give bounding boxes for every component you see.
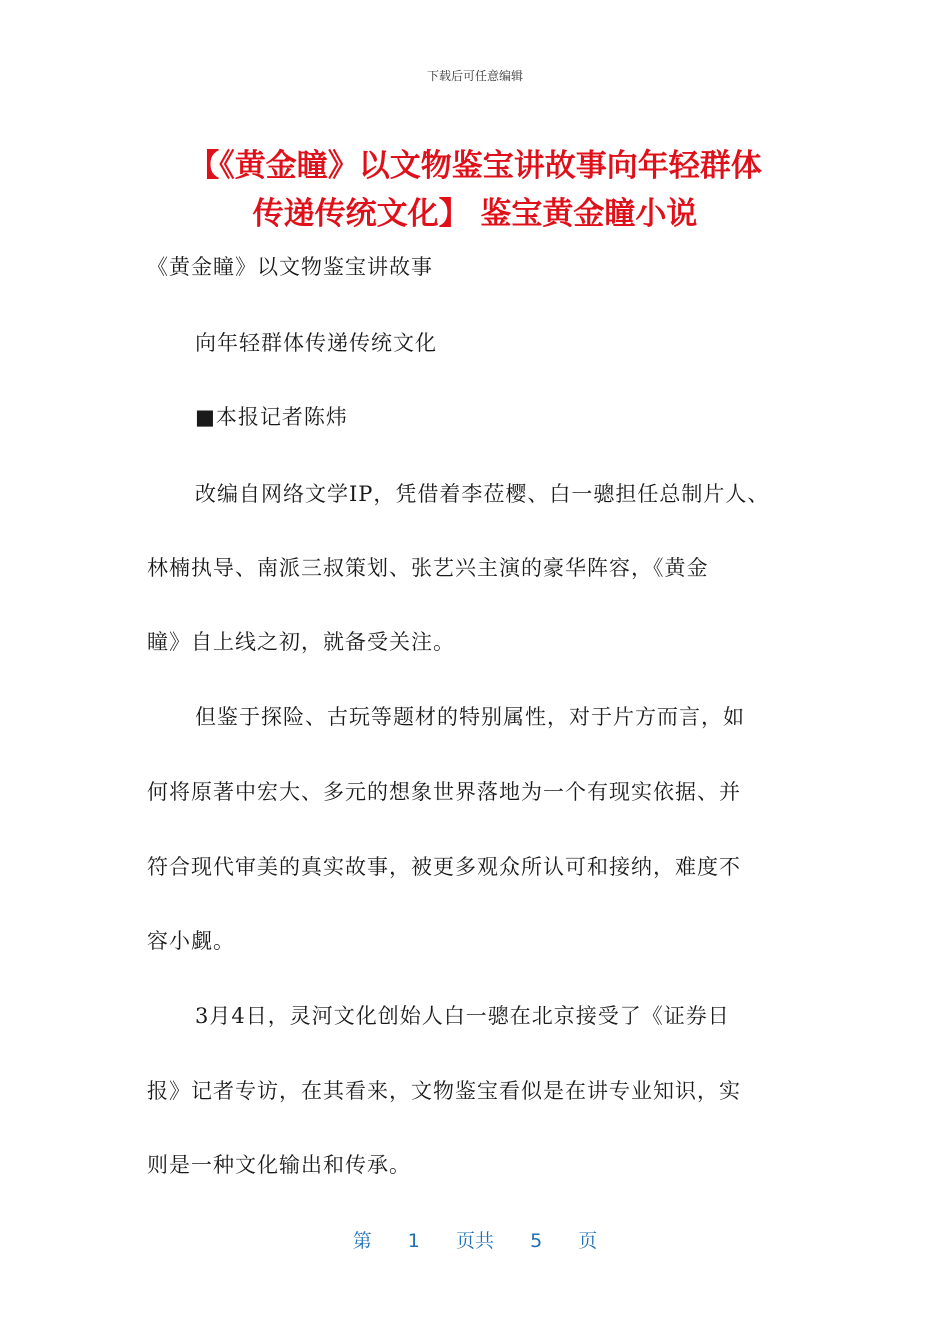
title-line-1: 【《黄金瞳》以文物鉴宝讲故事向年轻群体 [188, 148, 762, 184]
footer-current-page: 1 [407, 1230, 420, 1252]
header-note: 下载后可任意编辑 [426, 69, 523, 83]
paragraph-1-line-3: 瞳》自上线之初，就备受关注。 [147, 630, 455, 654]
paragraph-3-line-1: 3月4日，灵河文化创始人白一骢在北京接受了《证券日 [195, 1004, 730, 1028]
title-line-2: 传递传统文化】 鉴宝黄金瞳小说 [252, 196, 698, 232]
paragraph-3-line-3: 则是一种文化输出和传承。 [147, 1153, 411, 1177]
paragraph-1-line-2: 林楠执导、南派三叔策划、张艺兴主演的豪华阵容，《黄金 [147, 556, 709, 580]
page-footer [0, 1226, 950, 1253]
reporter-byline: ■本报记者陈炜 [195, 405, 348, 429]
paragraph-3-line-2: 报》记者专访，在其看来，文物鉴宝看似是在讲专业知识，实 [147, 1079, 741, 1103]
paragraph-2-line-2: 何将原著中宏大、多元的想象世界落地为一个有现实依据、并 [147, 780, 741, 804]
paragraph-2-line-3: 符合现代审美的真实故事，被更多观众所认可和接纳，难度不 [147, 855, 741, 879]
subtitle-line-1: 《黄金瞳》以文物鉴宝讲故事 [147, 255, 433, 279]
paragraph-2-line-4: 容小觑。 [147, 929, 235, 953]
paragraph-2-line-1: 但鉴于探险、古玩等题材的特别属性，对于片方而言，如 [195, 705, 745, 729]
footer-total-pages: 5 [530, 1230, 543, 1252]
footer-prefix: 第 [352, 1230, 372, 1252]
footer-middle: 页共 [455, 1230, 494, 1252]
footer-suffix: 页 [578, 1230, 598, 1252]
paragraph-1-line-1: 改编自网络文学IP，凭借着李莅樱、白一骢担任总制片人、 [195, 482, 770, 506]
document-title [140, 142, 810, 238]
subtitle-line-2: 向年轻群体传递传统文化 [195, 331, 437, 355]
